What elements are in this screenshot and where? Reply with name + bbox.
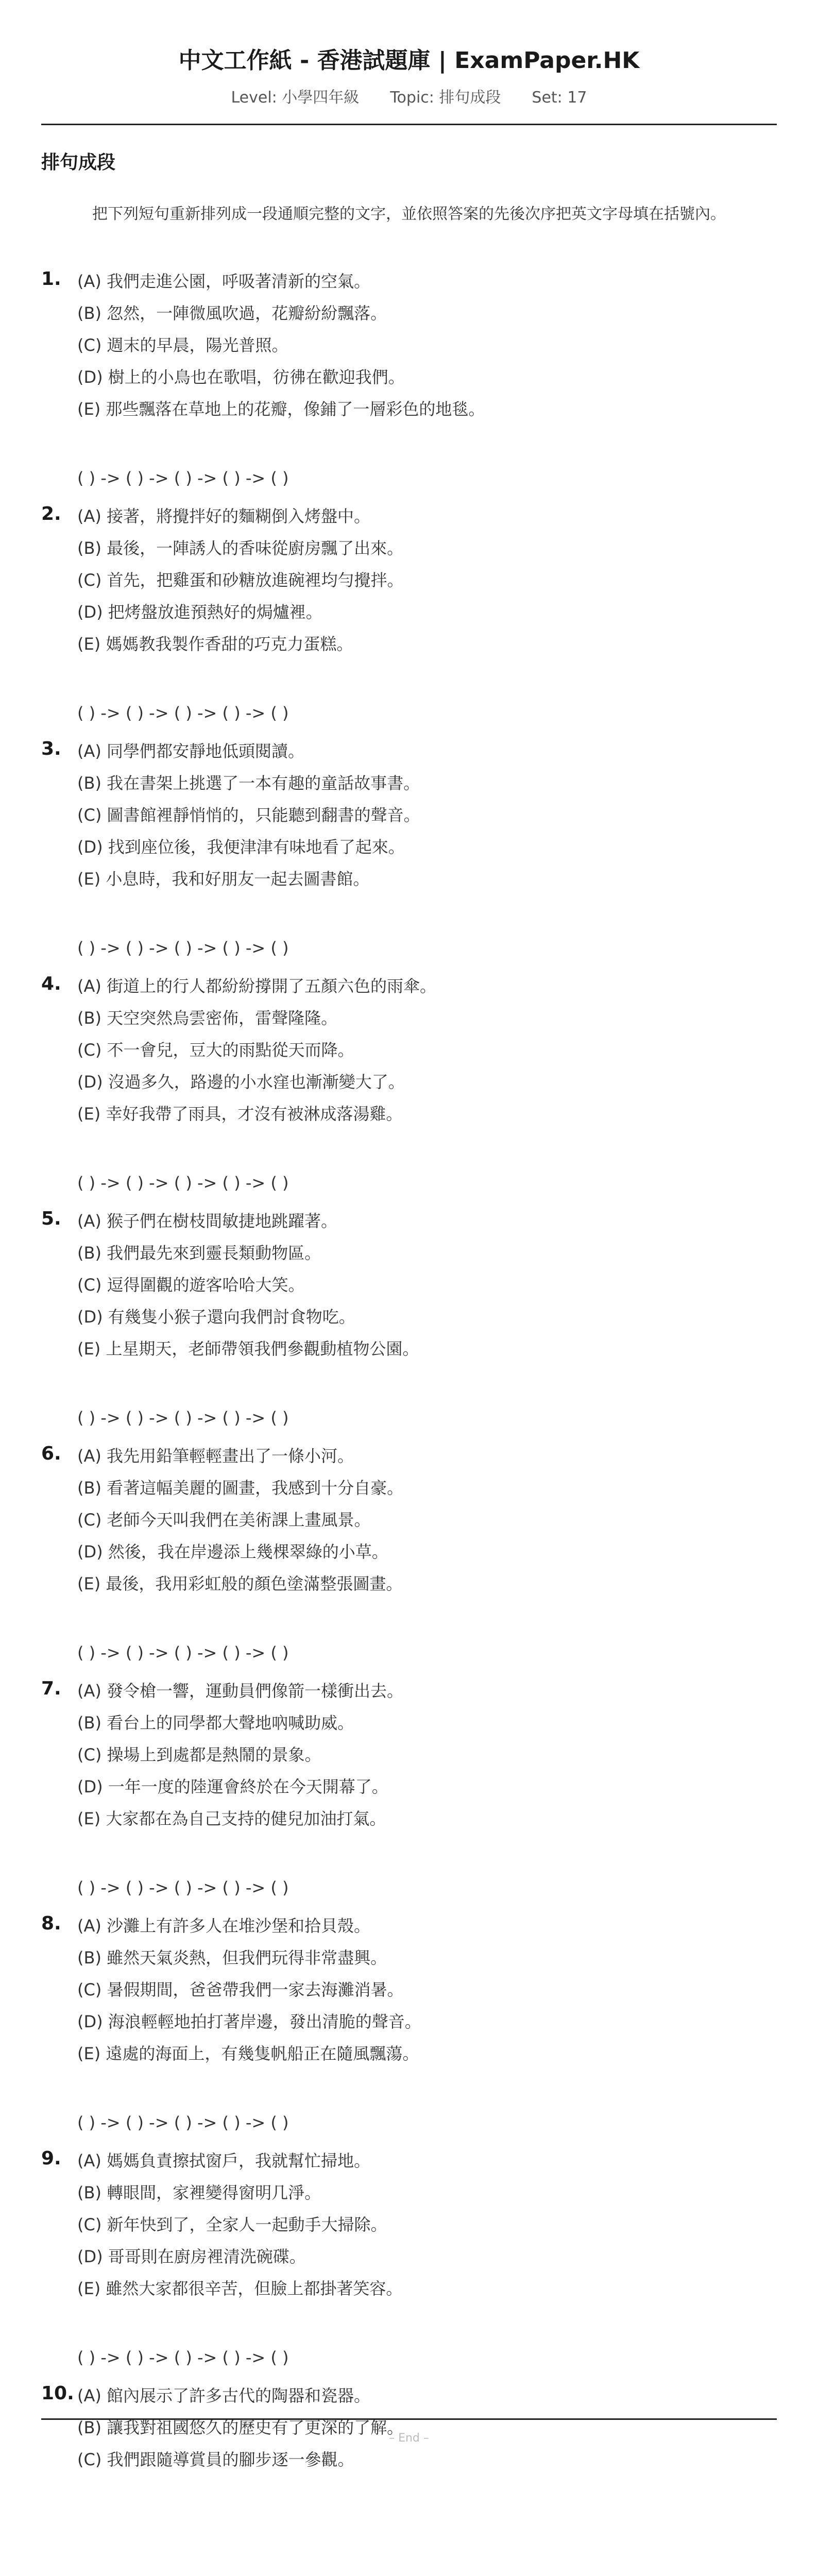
sentence-option: (B) 忽然，一陣微風吹過，花瓣紛紛飄落。	[77, 303, 387, 323]
question-list	[41, 265, 777, 2576]
sentence-option: (B) 雖然天氣炎熱，但我們玩得非常盡興。	[77, 1948, 387, 1968]
option-list	[77, 735, 420, 895]
sentence-option: (E) 雖然大家都很辛苦，但臉上都掛著笑容。	[77, 2279, 403, 2298]
sentence-option: (C) 首先，把雞蛋和砂糖放進碗裡均勻攪拌。	[77, 570, 404, 590]
question-number: 9.	[41, 2148, 61, 2169]
sentence-option: (D) 沒過多久，路邊的小水窪也漸漸變大了。	[77, 1072, 405, 1092]
sentence-option: (A) 我們走進公園，呼吸著清新的空氣。	[77, 272, 371, 291]
answer-blanks[interactable]: ( ) -> ( ) -> ( ) -> ( ) -> ( )	[77, 2113, 289, 2132]
sentence-option: (E) 最後，我用彩虹般的顏色塗滿整張圖畫。	[77, 1574, 403, 1594]
sentence-option: (C) 暑假期間，爸爸帶我們一家去海灘消暑。	[77, 1980, 404, 1999]
question-number: 6.	[41, 1443, 61, 1464]
sentence-option: (B) 天空突然烏雲密佈，雷聲隆隆。	[77, 1008, 338, 1028]
question-number: 2.	[41, 503, 61, 524]
sentence-option: (C) 圖書館裡靜悄悄的，只能聽到翻書的聲音。	[77, 805, 420, 825]
question-number: 10.	[41, 2383, 74, 2404]
sentence-option: (C) 不一會兒，豆大的雨點從天而降。	[77, 1040, 354, 1060]
sentence-option: (A) 猴子們在樹枝間敏捷地跳躍著。	[77, 1211, 338, 1231]
option-list	[77, 500, 404, 660]
sentence-option: (E) 大家都在為自己支持的健兒加油打氣。	[77, 1809, 386, 1828]
answer-blanks[interactable]: ( ) -> ( ) -> ( ) -> ( ) -> ( )	[77, 938, 289, 958]
question-item	[41, 265, 777, 500]
sentence-option: (C) 週末的早晨，陽光普照。	[77, 335, 288, 355]
question-item	[41, 2380, 777, 2576]
answer-blanks[interactable]: ( ) -> ( ) -> ( ) -> ( ) -> ( )	[77, 1408, 289, 1428]
sentence-option: (D) 哥哥則在廚房裡清洗碗碟。	[77, 2247, 306, 2266]
question-item	[41, 970, 777, 1205]
question-number: 3.	[41, 738, 61, 759]
sentence-option: (B) 最後，一陣誘人的香味從廚房飄了出來。	[77, 538, 404, 558]
sentence-option: (E) 上星期天，老師帶領我們參觀動植物公園。	[77, 1339, 419, 1359]
answer-blanks[interactable]: ( ) -> ( ) -> ( ) -> ( ) -> ( )	[77, 1173, 289, 1193]
option-list	[77, 2145, 402, 2304]
instructions: 把下列短句重新排列成一段通順完整的文字，並依照答案的先後次序把英文字母填在括號內。	[92, 205, 726, 223]
option-list	[77, 265, 485, 425]
sentence-option: (B) 讓我對祖國悠久的歷史有了更深的了解。	[77, 2418, 404, 2437]
sentence-option: (C) 老師今天叫我們在美術課上畫風景。	[77, 1510, 371, 1530]
option-list	[77, 1675, 403, 1835]
page-title: 中文工作紙 - 香港試題庫 | ExamPaper.HK	[178, 47, 640, 74]
sentence-option: (E) 媽媽教我製作香甜的巧克力蛋糕。	[77, 634, 353, 654]
sentence-option: (E) 幸好我帶了雨具，才沒有被淋成落湯雞。	[77, 1104, 403, 1124]
option-list	[77, 1205, 419, 1365]
sentence-option: (A) 發令槍一響，運動員們像箭一樣衝出去。	[77, 1681, 404, 1701]
sentence-option: (A) 館內展示了許多古代的陶器和瓷器。	[77, 2386, 371, 2405]
sentence-option: (C) 新年快到了，全家人一起動手大掃除。	[77, 2215, 387, 2234]
question-item	[41, 1910, 777, 2145]
question-number: 7.	[41, 1678, 61, 1699]
sentence-option: (D) 海浪輕輕地拍打著岸邊，發出清脆的聲音。	[77, 2012, 421, 2031]
footer-divider	[41, 2418, 777, 2420]
sentence-option: (A) 同學們都安靜地低頭閱讀。	[77, 741, 305, 761]
worksheet-header	[41, 0, 777, 108]
answer-blanks[interactable]: ( ) -> ( ) -> ( ) -> ( ) -> ( )	[77, 2348, 289, 2367]
sentence-option: (C) 我們跟隨導賞員的腳步逐一參觀。	[77, 2450, 354, 2469]
question-item	[41, 1675, 777, 1910]
topic-label: Topic: 排句成段	[390, 89, 501, 107]
answer-blanks[interactable]: ( ) -> ( ) -> ( ) -> ( ) -> ( )	[77, 1878, 289, 1897]
worksheet-meta	[41, 88, 777, 108]
level-label: Level: 小學四年級	[231, 89, 360, 107]
question-number: 1.	[41, 268, 61, 290]
sentence-option: (C) 操場上到處都是熱鬧的景象。	[77, 1745, 321, 1765]
sentence-option: (A) 沙灘上有許多人在堆沙堡和拾貝殼。	[77, 1916, 371, 1936]
sentence-option: (E) 小息時，我和好朋友一起去圖書館。	[77, 869, 370, 889]
option-list	[77, 1910, 421, 2070]
worksheet-page	[41, 0, 777, 2576]
question-item	[41, 1205, 777, 1440]
sentence-option: (D) 有幾隻小猴子還向我們討食物吃。	[77, 1307, 355, 1327]
sentence-option: (D) 把烤盤放進預熱好的焗爐裡。	[77, 602, 322, 622]
sentence-option: (B) 看著這幅美麗的圖畫，我感到十分自豪。	[77, 1478, 404, 1498]
sentence-option: (D) 一年一度的陸運會終於在今天開幕了。	[77, 1777, 388, 1797]
footer-end-marker: – End –	[389, 2432, 429, 2445]
option-list	[77, 970, 436, 1130]
question-item	[41, 500, 777, 735]
sentence-option: (B) 轉眼間，家裡變得窗明几淨。	[77, 2183, 321, 2202]
header-divider	[41, 124, 777, 125]
answer-blanks[interactable]: ( ) -> ( ) -> ( ) -> ( ) -> ( )	[77, 468, 289, 488]
sentence-option: (D) 樹上的小鳥也在歌唱，彷彿在歡迎我們。	[77, 367, 405, 387]
sentence-option: (A) 接著，將攪拌好的麵糊倒入烤盤中。	[77, 506, 371, 526]
option-list	[77, 2380, 403, 2476]
answer-blanks[interactable]: ( ) -> ( ) -> ( ) -> ( ) -> ( )	[77, 703, 289, 723]
set-label: Set: 17	[532, 89, 587, 107]
sentence-option: (E) 那些飄落在草地上的花瓣，像鋪了一層彩色的地毯。	[77, 399, 485, 419]
sentence-option: (A) 媽媽負責擦拭窗戶，我就幫忙掃地。	[77, 2151, 371, 2171]
sentence-option: (A) 我先用鉛筆輕輕畫出了一條小河。	[77, 1446, 354, 1466]
option-list	[77, 1440, 403, 1600]
answer-blanks[interactable]: ( ) -> ( ) -> ( ) -> ( ) -> ( )	[77, 1643, 289, 1663]
sentence-option: (E) 遠處的海面上，有幾隻帆船正在隨風飄蕩。	[77, 2044, 419, 2063]
question-number: 4.	[41, 973, 61, 994]
sentence-option: (B) 看台上的同學都大聲地吶喊助威。	[77, 1713, 354, 1733]
question-item	[41, 1440, 777, 1675]
question-number: 8.	[41, 1913, 61, 1934]
sentence-option: (B) 我們最先來到靈長類動物區。	[77, 1243, 321, 1263]
question-item	[41, 2145, 777, 2380]
question-item	[41, 735, 777, 970]
sentence-option: (D) 然後，我在岸邊添上幾棵翠綠的小草。	[77, 1542, 388, 1562]
section-title: 排句成段	[41, 152, 116, 173]
question-number: 5.	[41, 1208, 61, 1229]
sentence-option: (B) 我在書架上挑選了一本有趣的童話故事書。	[77, 773, 420, 793]
sentence-option: (C) 逗得圍觀的遊客哈哈大笑。	[77, 1275, 305, 1295]
sentence-option: (A) 街道上的行人都紛紛撐開了五顏六色的雨傘。	[77, 976, 437, 996]
sentence-option: (D) 找到座位後，我便津津有味地看了起來。	[77, 837, 405, 857]
